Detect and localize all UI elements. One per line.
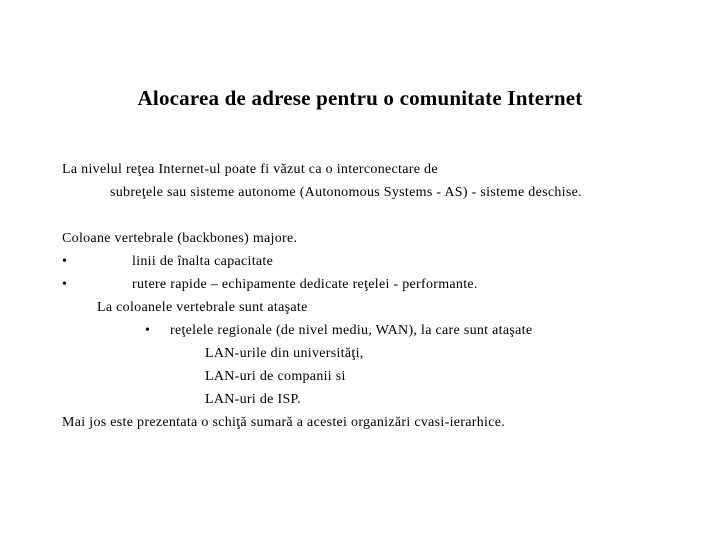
bullet-marker: •	[62, 277, 67, 292]
bullet-fast-routers: rutere rapide – echipamente dedicate reţelei - performante.	[132, 277, 478, 292]
sub-bullet-marker: •	[145, 323, 150, 338]
sub-bullet-regional-networks: reţelele regionale (de nivel mediu, WAN), la care sunt ataşate	[170, 323, 533, 338]
paragraph1-line2: subreţele sau sisteme autonome (Autonomous Systems - AS) - sisteme deschise.	[110, 185, 582, 200]
closing-sentence: Mai jos este prezentata o schiţă sumară a acestei organizări cvasi-ierarhice.	[62, 415, 506, 430]
bullet-high-capacity-lines: linii de înalta capacitate	[132, 254, 274, 269]
lan-universities: LAN-urile din universităţi,	[205, 346, 364, 361]
backbones-heading: Coloane vertebrale (backbones) majore.	[62, 231, 298, 246]
slide-title: Alocarea de adrese pentru o comunitate Internet	[137, 86, 583, 110]
attached-intro: La coloanele vertebrale sunt ataşate	[97, 300, 308, 315]
paragraph1-line1: La nivelul reţea Internet-ul poate fi văzut ca o interconectare de	[62, 162, 438, 177]
bullet-marker: •	[62, 254, 67, 269]
lan-companies: LAN-uri de companii si	[205, 369, 346, 384]
lan-isp: LAN-uri de ISP.	[205, 392, 301, 407]
